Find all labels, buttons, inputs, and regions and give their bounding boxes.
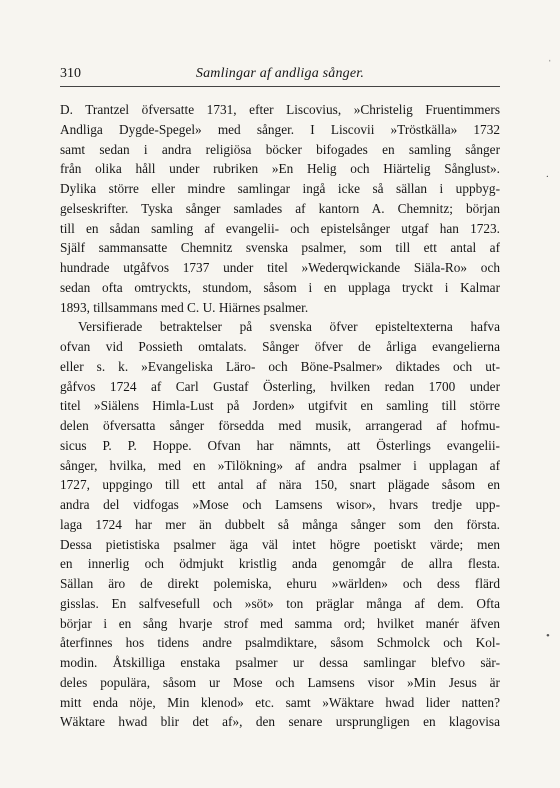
text-line: Dessa pietistiska psalmer äga väl intet högre poetiskt värde; men — [60, 536, 500, 552]
page-number: 310 — [60, 66, 81, 81]
page-header — [60, 66, 500, 88]
text-line: sicus P. P. Hoppe. Ofvan har nämnts, att Österlings evangelii- — [60, 437, 500, 453]
running-title: Samlingar af andliga sånger. — [195, 66, 365, 81]
text-line: ofvan vid Possieth omtalats. Sånger öfver de årliga evangelierna — [60, 339, 500, 354]
text-line: återfinnes hos tidens andre psalmdiktare, såsom Schmolck och Kol- — [60, 635, 500, 651]
text-line: en innerlig och ödmjukt kristlig anda genomgår de allra flesta. — [60, 556, 500, 572]
text-line: Dylika större eller mindre samlingar ingå icke så sällan i uppbyg- — [60, 181, 500, 196]
text-line: gelseskrifter. Tyska sånger samlades af kantorn A. Chemnitz; början — [60, 200, 500, 216]
margin-speck: • — [546, 630, 550, 642]
text-line: laga 1724 har mer än dubbelt så många sånger som den första. — [60, 516, 500, 532]
text-line: delen öfversatta sånger försedda med musik, arrangerad af hofmu- — [60, 418, 500, 433]
paragraph-1 — [60, 100, 500, 317]
text-line: till en sådan samling af evangelii- och epistelsånger utgaf han 1723. — [60, 220, 500, 236]
text-line: samt sedan i andra religiösa böcker bifogades en samling sånger — [60, 141, 500, 157]
text-line: titel »Siälens Himla-Lust på Jorden» utgifvit en samling till större — [60, 398, 500, 414]
text-line: D. Trantzel öfversatte 1731, efter Liscovius, »Christelig Fruentimmers — [60, 102, 500, 117]
text-line: Sällan äro de direkt polemiska, ehuru »wärlden» och dess flärd — [60, 576, 500, 591]
text-line: mitt enda nöje, Min klenod» etc. samt »Wäktare hwad lider natten? — [60, 694, 500, 710]
text-line: gåfvos 1724 af Carl Gustaf Österling, hvilken redan 1700 under — [60, 378, 500, 394]
text-line: sedan ofta omtryckts, stundom, såsom i en upplaga tryckt i Kalmar — [60, 279, 500, 295]
text-line: gisslas. En salfvesefull och »söt» ton präglar många af dem. Ofta — [60, 595, 500, 611]
text-line: från olika håll under rubriken »En Helig och Hiärtelig Sånglust». — [60, 161, 500, 177]
text-line: sånger, hvilka, med en »Tilökning» af andra psalmer i upplagan af — [60, 457, 500, 473]
text-line: 1727, uppgingo till ett antal af nära 150, snart plägade såsom en — [60, 477, 500, 493]
text-line: deles populära, såsom ur Mose och Lamsens visor »Min Jesus är — [60, 674, 500, 690]
text-line: modin. Åtskilliga enstaka psalmer ur dessa samlingar blefvo sär- — [60, 655, 500, 670]
paragraph-2 — [60, 317, 500, 732]
header-rule — [60, 86, 500, 87]
text-line: 1893, tillsammans med C. U. Hiärnes psalmer. — [60, 299, 309, 315]
text-line: Andliga Dygde-Spegel» med sånger. I Liscovii »Tröstkälla» 1732 — [60, 121, 500, 137]
text-line: hundrade utgåfvos 1737 under titel »Wederqwickande Siäla-Ro» och — [60, 260, 500, 275]
text-line: eller s. k. »Evangeliska Läro- och Böne-Psalmer» diktades och ut- — [60, 358, 500, 374]
margin-speck: ˈ — [548, 58, 552, 70]
text-line: Själf sammansatte Chemnitz svenska psalmer, som till ett antal af — [60, 240, 500, 256]
text-line: andra del vidfogas »Mose och Lamsens wisor», hvars tredje upp- — [60, 497, 500, 512]
text-line: Versifierade betraktelser på svenska öfver episteltexterna hafva — [78, 319, 500, 335]
body-text — [60, 100, 500, 732]
margin-speck: . — [546, 168, 549, 180]
text-line: börjar i en sång hvarje strof med samma ord; hvilket manér äfven — [60, 615, 500, 631]
text-line: Wäktare hwad blir det af», den senare ursprungligen en klagovisa — [60, 714, 500, 730]
